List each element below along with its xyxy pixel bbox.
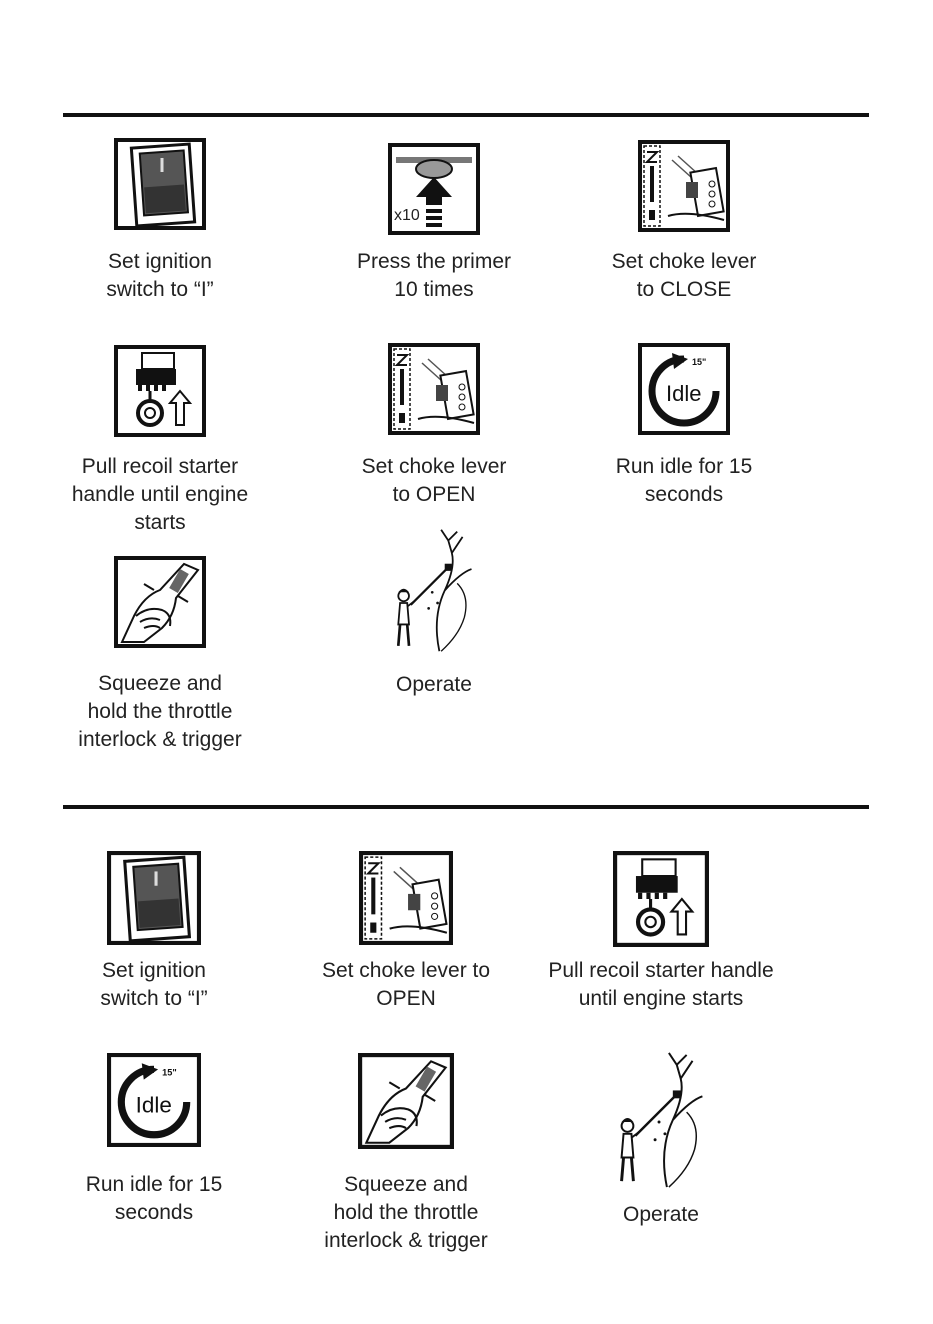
section-divider-top: [63, 113, 869, 117]
operator-pruning-icon: [611, 1051, 711, 1189]
step-choke-close: [584, 140, 784, 304]
step-squeeze-throttle: [60, 556, 260, 754]
step-caption: Set ignition switch to “I”: [100, 959, 208, 1010]
step-set-ignition-2: [54, 851, 254, 1013]
operator-pruning-icon: [384, 528, 484, 653]
idle-timer-icon: [107, 1053, 201, 1147]
step-caption: Set choke lever to CLOSE: [611, 250, 757, 301]
ignition-switch-icon: [114, 138, 206, 230]
step-press-primer: [334, 143, 534, 304]
step-caption: Operate: [396, 673, 472, 696]
step-run-idle: [584, 343, 784, 509]
step-set-ignition: [60, 138, 260, 304]
throttle-trigger-icon: [114, 556, 206, 648]
idle-timer-icon: [638, 343, 730, 435]
step-caption: Set ignition switch to “I”: [106, 250, 214, 301]
step-caption: Pull recoil starter handle until engine starts: [548, 959, 774, 1010]
section-divider-bottom: [63, 805, 869, 809]
step-caption: Squeeze and hold the throttle interlock & trigger: [78, 672, 242, 751]
choke-lever-close-icon: [638, 140, 730, 232]
step-caption: Run idle for 15 seconds: [615, 455, 753, 506]
step-choke-open: [334, 343, 534, 509]
step-caption: Set choke lever to OPEN: [321, 959, 491, 1010]
step-run-idle-2: [54, 1053, 254, 1227]
step-caption: Press the primer 10 times: [356, 250, 512, 301]
step-choke-open-2: [296, 851, 516, 1013]
recoil-starter-icon: [114, 345, 206, 437]
step-caption: Set choke lever to OPEN: [361, 455, 507, 506]
step-squeeze-throttle-2: [306, 1053, 506, 1255]
primer-count-label: x10: [394, 207, 420, 224]
step-pull-recoil-2: [526, 851, 796, 1013]
step-caption: Squeeze and hold the throttle interlock & trigger: [324, 1173, 488, 1252]
ignition-switch-icon: [107, 851, 201, 945]
step-caption: Operate: [623, 1203, 699, 1226]
throttle-trigger-icon: [358, 1053, 454, 1149]
choke-lever-open-icon: [359, 851, 453, 945]
step-operate: [334, 528, 534, 699]
step-caption: Run idle for 15 seconds: [85, 1173, 223, 1224]
step-operate-2: [561, 1051, 761, 1229]
step-pull-recoil: [55, 345, 265, 537]
step-caption: Pull recoil starter handle until engine starts: [71, 455, 249, 534]
choke-lever-open-icon: [388, 343, 480, 435]
recoil-starter-icon: [613, 851, 709, 947]
